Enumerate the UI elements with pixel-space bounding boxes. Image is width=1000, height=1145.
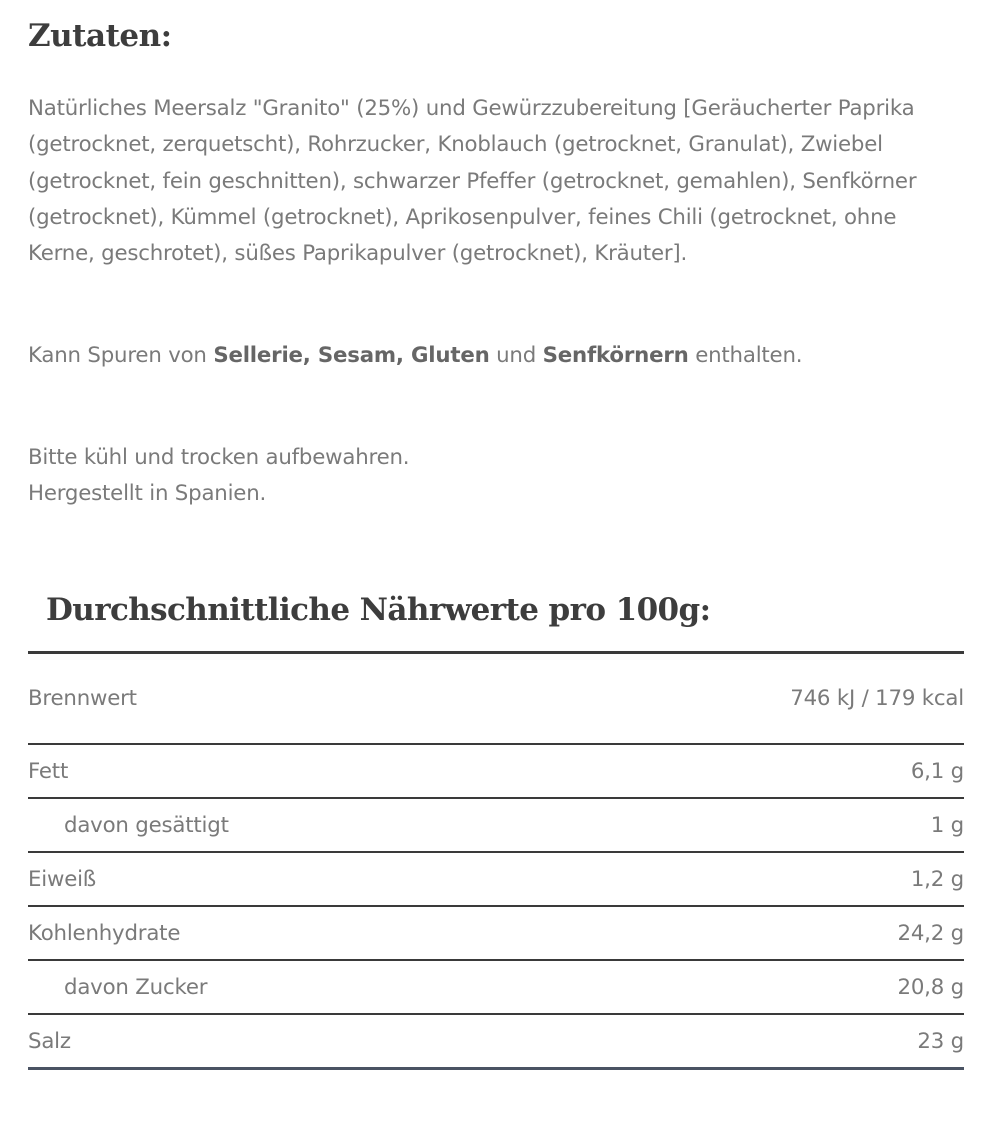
nutrient-value: 20,8 g: [897, 974, 964, 1000]
table-row: [28, 852, 964, 906]
nutrient-label: Eiweiß: [28, 866, 97, 892]
table-row: [28, 906, 964, 960]
nutrient-label: Fett: [28, 758, 69, 784]
nutrient-value: 6,1 g: [910, 758, 964, 784]
nutrient-label: Salz: [28, 1028, 71, 1054]
nutrient-value: 23 g: [917, 1028, 964, 1054]
ingredients-text: Natürliches Meersalz "Granito" (25%) und Gewürzzubereitung [Geräucherter Paprika (getrocknet, zerquetscht), Rohrzucker, Knoblauch (getrocknet, Granulat), Zwiebel (getrocknet, fein geschnitten), schwarzer Pfeffer (getrocknet, gemahlen), Senfkörner (getrocknet), Kümmel (getrocknet), Aprikosenpulver, feines Chili (getrocknet, ohne Kerne, geschrotet), süßes Paprikapulver (getrocknet), Kräuter].: [28, 96, 917, 267]
nutrient-label: Brennwert: [28, 686, 137, 711]
table-row: [28, 653, 964, 745]
nutrition-table: [28, 651, 964, 1070]
nutrient-value: 1 g: [930, 812, 964, 838]
nutrient-label: davon Zucker: [64, 974, 208, 1000]
traces-suffix: enthalten.: [688, 343, 803, 368]
nutrition-heading: Durchschnittliche Nährwerte pro 100g:: [46, 592, 711, 628]
nutrient-value: 24,2 g: [897, 920, 964, 946]
table-row: [28, 744, 964, 798]
nutrient-label: davon gesättigt: [64, 812, 229, 838]
nutrient-value: 1,2 g: [910, 866, 964, 892]
storage-info: [28, 440, 964, 513]
nutrient-label: Kohlenhydrate: [28, 920, 181, 946]
ingredients-heading: Zutaten:: [28, 18, 172, 54]
nutrient-value: 746 kJ / 179 kcal: [790, 686, 964, 711]
storage-note: Bitte kühl und trocken aufbewahren.: [28, 445, 410, 470]
table-row: [28, 798, 964, 852]
origin-note: Hergestellt in Spanien.: [28, 481, 267, 507]
traces-middle: und: [489, 343, 543, 368]
allergens-group-2: Senfkörnern: [542, 343, 689, 368]
allergens-group-1: Sellerie, Sesam, Gluten: [213, 343, 490, 368]
table-row: [28, 960, 964, 1014]
traces-prefix: Kann Spuren von: [28, 343, 214, 368]
table-row: [28, 1014, 964, 1069]
allergen-traces: [28, 338, 964, 374]
